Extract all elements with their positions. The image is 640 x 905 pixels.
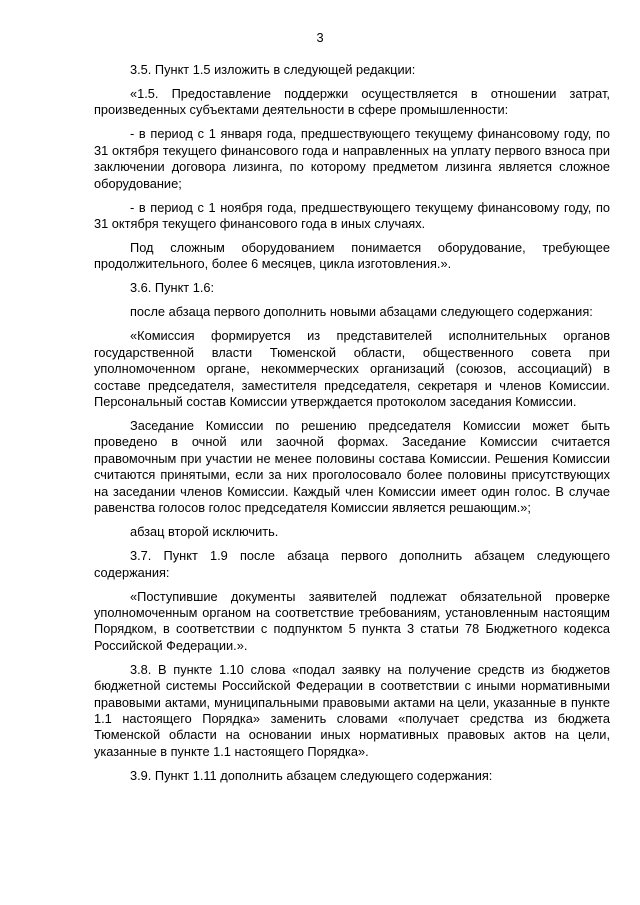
paragraph-commission-meeting: Заседание Комиссии по решению председателя Комиссии может быть проведено в очной или заочной формах. Заседание Комиссии считается правомочным при участии не менее половины состава Комиссии. Решения Комиссии считаются принятыми, если за них проголосовало более половины присутствующих на заседании членов Комиссии. Каждый член Комиссии имеет один голос. В случае равенства голосов голос председателя Комиссии является решающим.»; [94,418,610,516]
paragraph-exclude-second: абзац второй исключить. [130,524,279,540]
paragraph-3-8: 3.8. В пункте 1.10 слова «подал заявку на получение средств из бюджетов бюджетной системы Российской Федерации в соответствии с иными нормативными правовыми актами, муниципальными правовыми актами на цели, указанные в пункте 1.1 настоящего Порядка» заменить словами «получает средства из бюджета Тюменской области на основании иных нормативных правовых актов на цели, указанные в пункте 1.1 настоящего Порядка». [94,661,610,759]
paragraph-3-7: 3.7. Пункт 1.9 после абзаца первого дополнить абзацем следующего содержания: [94,548,610,580]
paragraph-documents-check: «Поступившие документы заявителей подлежат обязательной проверке уполномоченным органом на соответствие требованиям, установленным настоящим Порядком, в соответствии с подпунктом 5 пункта 3 статьи 78 Бюджетного кодекса Российской Федерации.». [94,588,610,653]
paragraph-3-9: 3.9. Пункт 1.11 дополнить абзацем следующего содержания: [130,767,493,783]
paragraph-leasing-period: - в период с 1 января года, предшествующего текущему финансовому году, по 31 октября текущего финансового года и направленных на уплату первого взноса при заключении договора лизинга, по которому предметом лизинга является сложное оборудование; [94,126,610,191]
paragraph-commission-formation: «Комиссия формируется из представителей исполнительных органов государственной власти Тюменской области, общественного совета при уполномоченном органе, некоммерческих организаций (союзов, ассоциаций) в составе председателя, заместителя председателя, секретаря и членов Комиссии. Персональный состав Комиссии утверждается протоколом заседания Комиссии. [94,328,610,410]
paragraph-add-after-first: после абзаца первого дополнить новыми абзацами следующего содержания: [130,304,593,320]
paragraph-3-6: 3.6. Пункт 1.6: [130,280,215,296]
paragraph-1-5-intro: «1.5. Предоставление поддержки осуществляется в отношении затрат, произведенных субъектами деятельности в сфере промышленности: [94,86,610,118]
document-body [94,62,610,792]
page-number: 3 [316,30,324,45]
paragraph-complex-equipment: Под сложным оборудованием понимается оборудование, требующее продолжительного, более 6 месяцев, цикла изготовления.». [94,240,610,272]
paragraph-3-5: 3.5. Пункт 1.5 изложить в следующей редакции: [130,62,416,77]
paragraph-other-period: - в период с 1 ноября года, предшествующего текущему финансовому году, по 31 октября текущего финансового года в иных случаях. [94,199,610,232]
